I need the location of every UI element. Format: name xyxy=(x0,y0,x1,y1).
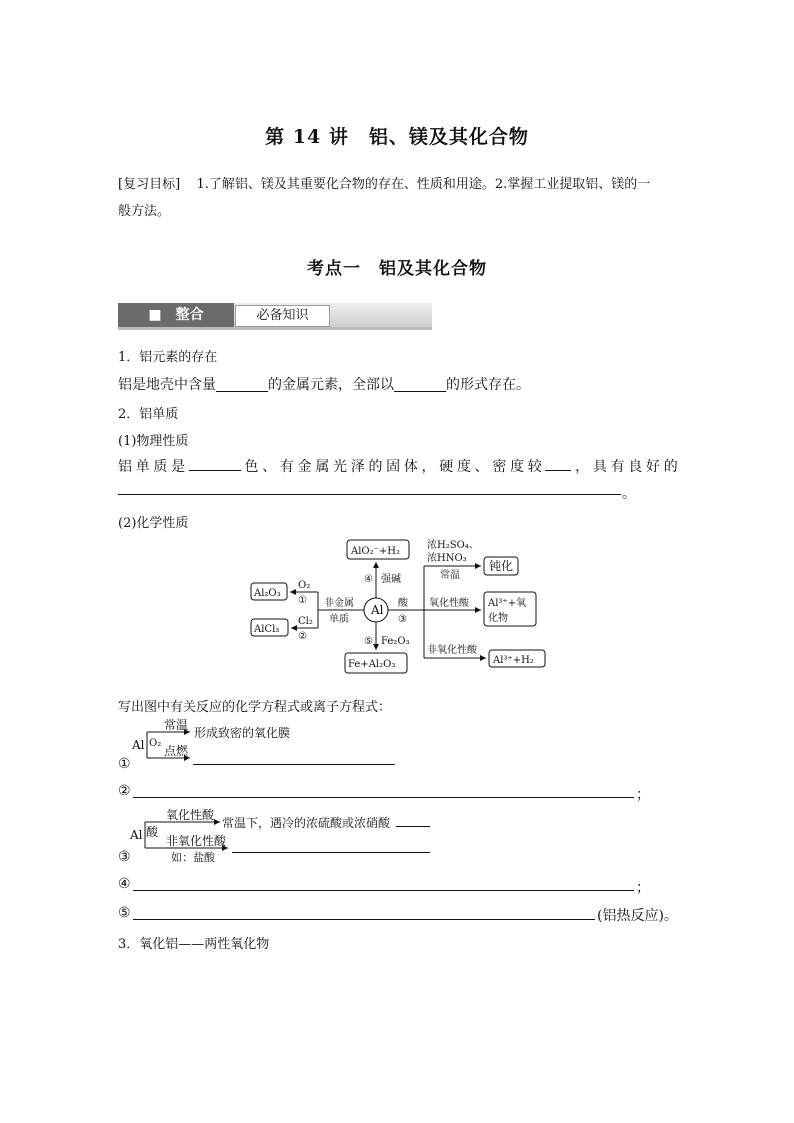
label-acid: 酸 xyxy=(398,598,408,609)
phys-char: 属 xyxy=(315,459,330,475)
answer-line xyxy=(133,797,634,798)
answer-line xyxy=(193,764,395,765)
eq-num-1: ① xyxy=(118,756,131,772)
label-nonmetal: 非金属 xyxy=(324,598,354,609)
phys-char: 铝 xyxy=(118,459,132,475)
label-passivation: 钝化 xyxy=(489,559,514,573)
phys-char: 色 xyxy=(244,459,259,475)
branch-conc-acid-text: 常温下，遇冷的浓硫酸或浓硝酸 xyxy=(222,816,391,830)
label-ox-product-2: 化物 xyxy=(488,613,508,624)
page-title: 第 14 讲 铝、镁及其化合物 xyxy=(265,126,529,148)
section-title: 考点一 铝及其化合物 xyxy=(307,259,487,279)
banner-tab: ■ 整合 xyxy=(118,303,234,327)
s1-text-2: 的金属元素，全部以 xyxy=(268,377,394,393)
label-room-temp: 常温 xyxy=(440,570,460,581)
label-conc-hno3: 浓HNO₃ xyxy=(427,553,467,564)
label-ox-acid: 氧化性酸 xyxy=(429,598,469,609)
phys-char: 良 xyxy=(628,459,643,475)
s3-heading: 3．氧化铝——两性氧化物 xyxy=(118,937,270,952)
label-num-1: ① xyxy=(298,595,307,606)
s1-text-3: 的形式存在。 xyxy=(446,377,530,393)
phys-char: 较 xyxy=(527,459,542,475)
label-strong-base: 强碱 xyxy=(381,574,401,585)
label-conc-h2so4: 浓H₂SO₄、 xyxy=(427,540,479,551)
phys-char: 有 xyxy=(279,459,294,475)
label-ox-product-1: Al³⁺+氧 xyxy=(488,598,527,609)
phys-char: 具 xyxy=(592,459,607,475)
phys-char: 密 xyxy=(492,459,507,475)
label-nonox-product: Al³⁺+H₂ xyxy=(493,655,534,666)
s2-chem-heading: (2)化学性质 xyxy=(118,516,189,531)
phys-char: 、 xyxy=(262,459,277,475)
s2-phys-line xyxy=(118,456,678,476)
branch-al: Al xyxy=(130,828,143,842)
label-fe-al2o3: Fe+Al₂O₃ xyxy=(348,659,396,670)
reaction-diagram xyxy=(240,532,556,682)
section-banner xyxy=(118,303,432,329)
label-al2o3: Al₂O₃ xyxy=(254,588,281,599)
s2-phys-heading: (1)物理性质 xyxy=(118,434,189,449)
phys-char: 质 xyxy=(153,459,168,475)
phys-char: 泽 xyxy=(350,459,365,475)
phys-char: 单 xyxy=(135,459,150,475)
label-alcl3: AlCl₃ xyxy=(254,624,280,635)
blank xyxy=(394,377,446,392)
s1-text-1: 铝是地壳中含量 xyxy=(118,377,216,393)
phys-char: 、 xyxy=(474,459,489,475)
label-num-5: ⑤ xyxy=(364,636,373,647)
blank xyxy=(216,377,268,392)
blank xyxy=(189,456,241,471)
label-aluminate: AlO₂⁻+H₂ xyxy=(351,546,401,557)
branch-ignite: 点燃 xyxy=(164,744,189,758)
label-num-3: ③ xyxy=(398,614,407,625)
phys-char: 金 xyxy=(297,459,312,475)
branch-acid: 酸 xyxy=(146,825,159,839)
objectives-tag: [复习目标] xyxy=(118,177,181,192)
phys-char: 好 xyxy=(645,459,660,475)
eq2-end: ； xyxy=(636,787,650,803)
objectives-text: 1.了解铝、镁及其重要化合物的存在、性质和用途。2.掌握工业提取铝、镁的一 xyxy=(196,177,651,192)
answer-line xyxy=(133,919,595,920)
phys-char: 固 xyxy=(386,459,401,475)
equation-intro: 写出图中有关反应的化学方程式或离子方程式： xyxy=(118,700,392,715)
phys-char: 的 xyxy=(368,459,383,475)
phys-char: ， xyxy=(421,459,436,475)
phys-char: ， xyxy=(575,459,590,475)
eq-num-5: ⑤ xyxy=(118,905,131,921)
banner-label: 必备知识 xyxy=(235,305,330,327)
branch-hcl: 如：盐酸 xyxy=(171,851,215,864)
period: 。 xyxy=(622,486,636,502)
phys-char: 体 xyxy=(403,459,418,475)
eq4-end: ； xyxy=(636,880,650,896)
objectives-line2: 般方法。 xyxy=(118,204,171,219)
phys-char: 度 xyxy=(510,459,525,475)
answer-line xyxy=(232,852,430,853)
label-nonox-acid: 非氧化性酸 xyxy=(427,645,477,656)
blank xyxy=(545,456,571,471)
s2-heading: 2．铝单质 xyxy=(118,407,179,422)
branch-al: Al xyxy=(132,738,145,752)
phys-char: 光 xyxy=(333,459,348,475)
s1-paragraph xyxy=(118,374,530,394)
objectives-line1 xyxy=(118,173,650,192)
eq-num-3: ③ xyxy=(118,849,131,865)
eq-num-4: ④ xyxy=(118,876,131,892)
label-element: 单质 xyxy=(329,614,349,625)
eq5-end: (铝热反应)。 xyxy=(597,908,678,924)
answer-line xyxy=(118,494,621,495)
phys-char: 有 xyxy=(610,459,625,475)
phys-char: 度 xyxy=(456,459,471,475)
branch-o2: O₂ xyxy=(149,738,162,749)
phys-char: 的 xyxy=(663,459,678,475)
label-fe2o3: Fe₂O₃ xyxy=(381,636,410,647)
label-cl2: Cl₂ xyxy=(298,616,313,627)
label-num-2: ② xyxy=(298,631,307,642)
branch-nonox-acid: 非氧化性酸 xyxy=(166,834,227,848)
phys-char: 硬 xyxy=(439,459,454,475)
label-o2: O₂ xyxy=(298,580,311,591)
answer-line xyxy=(396,826,430,827)
branch-room-temp: 常温 xyxy=(164,718,189,732)
branch-oxide-film: 形成致密的氧化膜 xyxy=(194,726,291,740)
branch-ox-acid: 氧化性酸 xyxy=(166,808,215,822)
o2-branch-diagram xyxy=(118,718,418,774)
al-label: Al xyxy=(371,603,384,617)
acid-branch-diagram xyxy=(118,808,438,864)
eq-num-2: ② xyxy=(118,783,131,799)
answer-line xyxy=(133,890,634,891)
label-num-4: ④ xyxy=(364,574,373,585)
s1-heading: 1．铝元素的存在 xyxy=(118,350,218,365)
phys-char: 是 xyxy=(171,459,186,475)
